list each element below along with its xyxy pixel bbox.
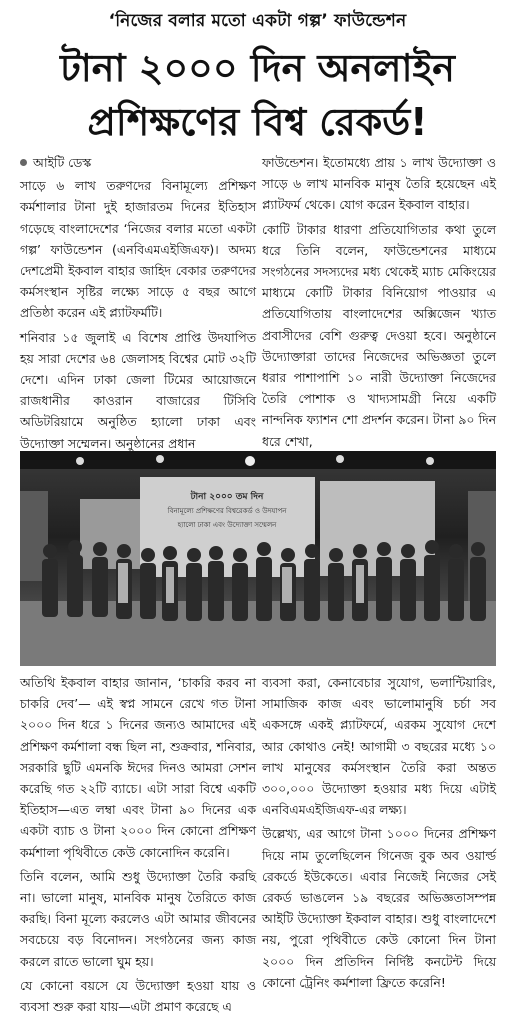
bullet-icon xyxy=(20,159,27,166)
banner-line-3: হ্যালো ঢাকা এবং উদ্যোক্তা সম্মেলন xyxy=(177,521,277,529)
paragraph: ফাউন্ডেশন। ইতোমধ্যে প্রায় ১ লাখ উদ্যোক্তা ও সাড়ে ৬ লাখ মানবিক মানুষ তৈরি হয়েছেন এই প্ল্যাটফর্ম থেকে। যোগ করেন ইকবাল বাহার। xyxy=(262,155,496,213)
paragraph: অতিথি ইকবাল বাহার জানান, ‘চাকরি করব না চাকরি দেব’— এই স্বপ্ন সামনে রেখে গত টানা ২০০০ দিন ধরে ১ দিনের জন্যও আমাদের এই প্রশিক্ষণ কর্মশালা বন্ধ ছিল না, শুক্রবার, শনিবার, সরকারি ছুটি এমনকি ঈদের দিনও আমরা সেশন করেছি গত ২২টি ব্যাচে। এটা সারা বিশ্বে একটি ইতিহাস—এত লম্বা এবং টানা ৯০ দিনের এক একটা ব্যাচ ও টানা ২০০০ দিন কোনো প্রশিক্ষণ কর্মশালা পৃথিবীতে কেউ কোনোদিন করেনি। xyxy=(20,675,256,860)
headline-line-1: টানা ২০০০ দিন অনলাইন xyxy=(60,46,455,90)
column-top-left xyxy=(20,152,256,457)
paragraph: ব্যবসা করা, কেনাবেচার সুযোগ, ভলান্টিয়ারিং, সামাজিক কাজ এবং ভালোমানুষি চর্চা সব একসঙ্গে একই প্ল্যাটফর্মে, এরকম সুযোগ দেশে আর কোথাও নেই! আগামী ৩ বছরের মধ্যে ১০ লাখ মানুষের কর্মসংস্থান তৈরি করা অন্তত ৩০০,০০০ উদ্যোক্তা হওয়ার মধ্য দিয়ে এটাই এনবিএমএইজিএফ-এর লক্ষ্য। xyxy=(262,675,496,818)
event-photo xyxy=(20,451,496,666)
column-bottom-left xyxy=(20,672,256,1020)
banner-line-2: বিনামূল্যে প্রশিক্ষণের বিশ্বরেকর্ড ও উদযাপন xyxy=(167,507,287,515)
paragraph: উল্লেখ্য, এর আগে টানা ১০০০ দিনের প্রশিক্ষণ দিয়ে নাম তুলেছিলেন গিনেজ বুক অব ওয়ার্ল্ড রেকর্ডে ইউকেতে। এবার নিজেই নিজের সেই রেকর্ড ভাঙলেন ১৯ বছরের অভিজ্ঞতাসম্পন্ন আইটি উদ্যোক্তা ইকবাল বাহার। শুধু বাংলাদেশে নয়, পুরো পৃথিবীতে কেউ কোনো দিন টানা ২০০০ দিন প্রতিদিন নির্দিষ্ট কনটেন্ট দিয়ে কোনো ট্রেনিং কর্মশালা ফ্রিতে করেনি! xyxy=(262,826,496,990)
event-photo-illustration xyxy=(20,451,496,666)
paragraph: সাড়ে ৬ লাখ তরুণদের বিনামূল্যে প্রশিক্ষণ কর্মশালার টানা দুই হাজারতম দিনের ইতিহাস গড়েছে বাংলাদেশের ‘নিজের বলার মতো একটা গল্প’ ফাউন্ডেশন (এনবিএমএইজিএফ)। অদম্য দেশপ্রেমী ইকবাল বাহার জাহিদ বেকার তরুণদের কর্মসংস্থান সৃষ্টির লক্ষ্যে সাড়ে ৫ বছর আগে প্রতিষ্ঠা করেন এই প্ল্যাটফর্মটি। xyxy=(20,178,256,321)
headline-line-2: প্রশিক্ষণের বিশ্ব রেকর্ড! xyxy=(87,100,428,144)
column-bottom-right xyxy=(262,672,496,996)
paragraph: তিনি বলেন, আমি শুধু উদ্যোক্তা তৈরি করছি না। ভালো মানুষ, মানবিক মানুষ তৈরিতে কাজ করছি। বিনা মূল্যে করলেও এটা আমার জীবনের সবচেয়ে বড় বিনোদন। সংগঠনের জন্য কাজ করলে রাতে ভালো ঘুম হয়। xyxy=(20,868,256,969)
article-kicker: ‘নিজের বলার মতো একটা গল্প’ ফাউন্ডেশন xyxy=(108,11,407,31)
paragraph: যে কোনো বয়সে যে উদ্যোক্তা হওয়া যায় ও ব্যবসা শুরু করা যায়—এটা প্রমাণ করেছে এ xyxy=(20,977,256,1015)
paragraph: কোটি টাকার ধারণা প্রতিযোগিতার কথা তুলে ধরে তিনি বলেন, ফাউন্ডেশনের মাধ্যমে সংগঠনের সদস্যদের মধ্য থেকেই ম্যাচ মেকিংয়ের মাধ্যমে কোটি টাকার বিনিয়োগ পাওয়ার এ প্রতিযোগিতায় বাংলাদেশের অক্সিজেন খ্যাত প্রবাসীদের বেশি গুরুত্ব দেওয়া হবে। অনুষ্ঠানে উদ্যোক্তারা তাদের নিজেদের অভিজ্ঞতা তুলে ধরার পাশাপাশি ১০ নারী উদ্যোক্তা নিজেদের তৈরি পোশাক ও খাদ্যসামগ্রী নিয়ে একটি নান্দনিক ফ্যাশন শো প্রদর্শন করেন। টানা ৯০ দিন ধরে শেখা, xyxy=(262,221,496,449)
paragraph: শনিবার ১৫ জুলাই এ বিশেষ প্রাপ্তি উদযাপিত হয় সারা দেশের ৬৪ জেলাসহ বিশ্বের মোট ৩২টি দেশে। এদিন ঢাকা জেলা টিমের আয়োজনে রাজধানীর কাওরান বাজারের টিসিবি অডিটরিয়ামে অনুষ্ঠিত হ্যালো ঢাকা এবং উদ্যোক্তা সম্মেলন। অনুষ্ঠানের প্রধান xyxy=(20,329,256,451)
byline xyxy=(20,152,256,173)
byline-text: আইটি ডেস্ক xyxy=(33,155,92,170)
column-top-right xyxy=(262,152,496,455)
banner-line-1: টানা ২০০০ তম দিন xyxy=(190,492,264,502)
